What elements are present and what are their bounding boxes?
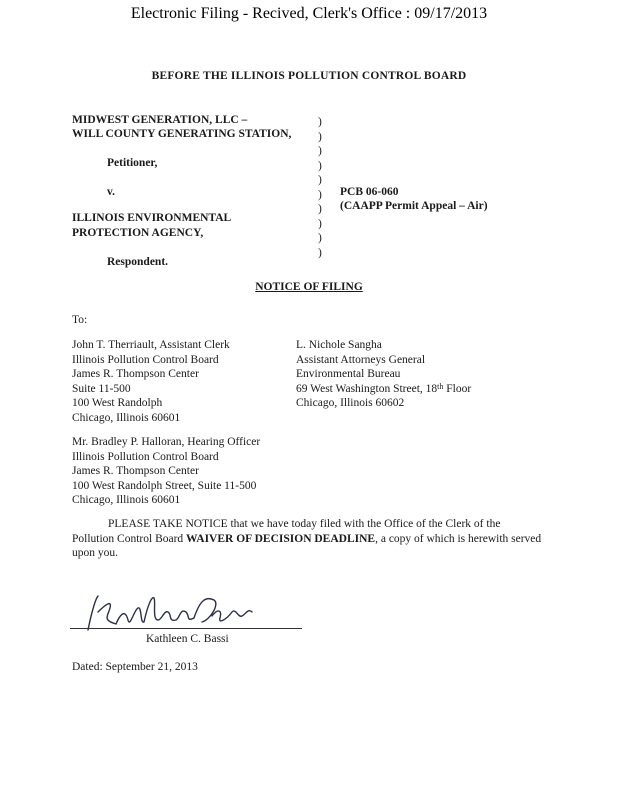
handwritten-signature [82,590,262,636]
paren: ) [318,203,322,215]
petitioner-name-line1: MIDWEST GENERATION, LLC – [72,114,248,126]
address-line: Environmental Bureau [296,368,401,380]
efiling-header: Electronic Filing - Recived, Clerk's Office : 09/17/2013 [130,5,488,22]
address-line: James R. Thompson Center [72,368,199,380]
paren: ) [318,116,322,128]
signer-name: Kathleen C. Bassi [146,633,229,645]
petitioner-name-line2: WILL COUNTY GENERATING STATION, [72,128,292,140]
respondent-name-line2: PROTECTION AGENCY, [72,227,204,239]
case-number: PCB 06-060 [340,186,399,198]
paren: ) [318,232,322,244]
paren: ) [318,145,322,157]
address-line: John T. Therriault, Assistant Clerk [72,339,230,351]
paren: ) [318,188,322,201]
document-title-bold: WAIVER OF DECISION DEADLINE [186,532,376,545]
paren: ) [318,159,322,172]
address-line: James R. Thompson Center [72,465,199,477]
clerk-address [72,338,230,425]
address-line: Assistant Attorneys General [296,353,426,366]
address-line: L. Nichole Sangha [296,339,382,351]
ag-address [296,338,471,411]
paren: ) [318,246,322,259]
paren: ) [318,217,322,230]
address-line: Chicago, Illinois 60601 [72,494,181,506]
dated-line: Dated: September 21, 2013 [72,661,198,673]
address-line: Suite 11-500 [72,382,131,395]
notice-title: NOTICE OF FILING [255,281,363,293]
signature-line [70,628,302,629]
address-line: 100 West Randolph [72,397,163,409]
notice-paragraph: PLEASE TAKE NOTICE that we have today filed with the Office of the Clerk of the Pollution Control Board WAIVER OF DECISION DEADLINE, a copy of which is herewith served upon you. [72,518,542,559]
case-type: (CAAPP Permit Appeal – Air) [340,200,488,212]
respondent-name-line1: ILLINOIS ENVIRONMENTAL [72,212,232,224]
to-label: To: [72,314,88,326]
address-line: Mr. Bradley P. Halloran, Hearing Officer [72,436,261,448]
paren: ) [318,130,322,143]
respondent-label: Respondent. [107,256,169,268]
board-heading: BEFORE THE ILLINOIS POLLUTION CONTROL BOARD [151,70,467,82]
address-line: Chicago, Illinois 60602 [296,397,405,409]
address-line: 100 West Randolph Street, Suite 11-500 [72,479,257,492]
address-line: Illinois Pollution Control Board [72,353,219,366]
address-line: 69 West Washington Street, 18th Floor [296,381,472,395]
petitioner-label: Petitioner, [107,157,158,169]
address-line: Illinois Pollution Control Board [72,450,219,463]
versus-label: v. [107,186,115,198]
paren: ) [318,174,322,186]
hearing-officer-address [72,435,260,508]
address-line: Chicago, Illinois 60601 [72,411,181,424]
caption-parens [318,115,322,260]
